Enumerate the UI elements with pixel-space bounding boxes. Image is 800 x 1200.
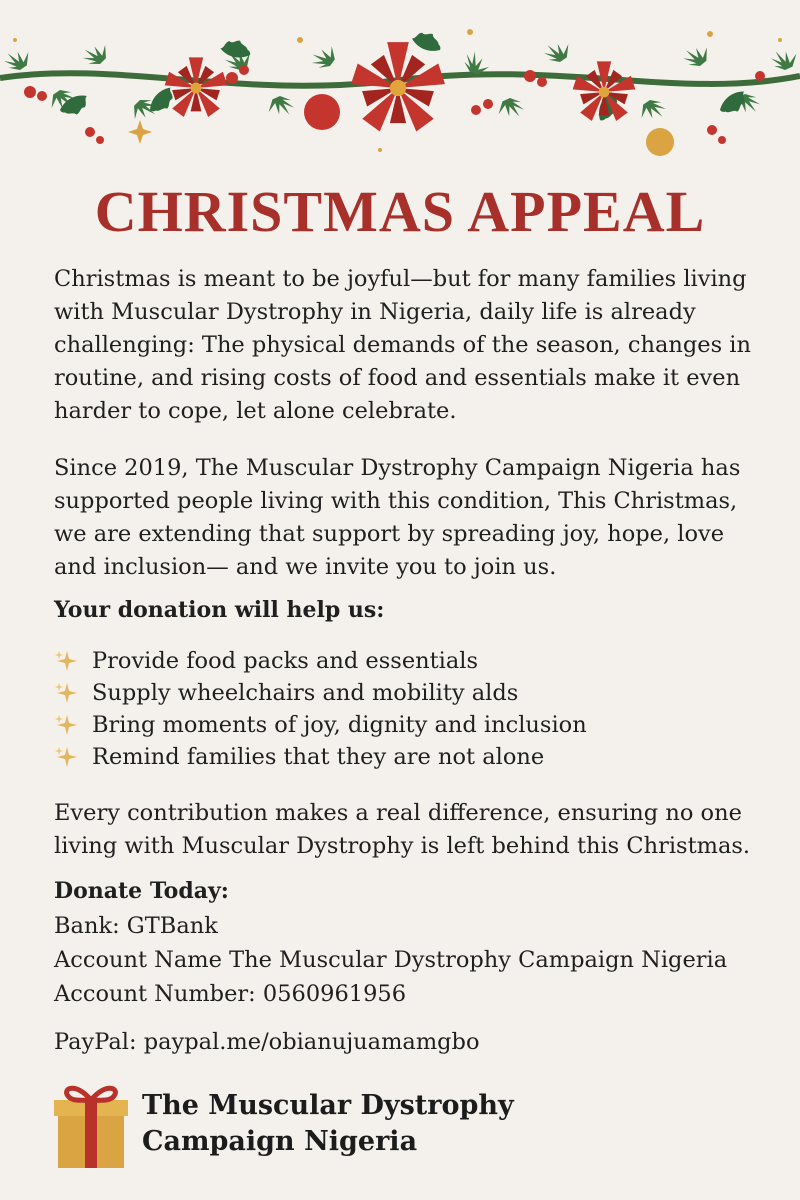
sparkle-icon [54, 744, 80, 770]
organization-name-line2: Campaign Nigeria [142, 1126, 418, 1157]
sparkle-icon [54, 680, 80, 706]
list-item-label: Provide food packs and essentials [92, 648, 479, 674]
help-heading: Your donation will help us: [54, 597, 385, 623]
list-item-label: Bring moments of joy, dignity and inclusion [92, 712, 587, 738]
sparkle-icon [54, 712, 80, 738]
list-item-label: Remind families that they are not alone [92, 744, 545, 770]
account-name: Account Name The Muscular Dystrophy Campaign Nigeria [54, 947, 728, 973]
help-list [54, 645, 587, 773]
bank-name: Bank: GTBank [54, 913, 218, 939]
organization-name [142, 1088, 514, 1160]
intro-paragraph: Christmas is meant to be joyful—but for many families living with Muscular Dystrophy in Nigeria, daily life is already challenging: The physical demands of the season, changes in routine, and rising costs of food and essentials make it even harder to cope, let alone celebrate. [54, 266, 751, 424]
organization-name-line1: The Muscular Dystrophy [142, 1090, 514, 1121]
donate-heading: Donate Today: [54, 878, 229, 904]
paypal-link[interactable]: PayPal: paypal.me/obianujuamamgbo [54, 1029, 480, 1055]
gift-icon [54, 1078, 128, 1170]
list-item-label: Supply wheelchairs and mobility alds [92, 680, 519, 706]
sparkle-icon [54, 648, 80, 674]
list-item [54, 645, 587, 677]
page-title: CHRISTMAS APPEAL [94, 179, 706, 244]
list-item [54, 677, 587, 709]
list-item [54, 741, 587, 773]
list-item [54, 709, 587, 741]
closing-paragraph: Every contribution makes a real difference, ensuring no one living with Muscular Dystrophy is left behind this Christmas. [54, 800, 751, 859]
organization-footer [54, 1078, 514, 1170]
history-paragraph: Since 2019, The Muscular Dystrophy Campaign Nigeria has supported people living with this condition, This Christmas, we are extending that support by spreading joy, hope, love and inclusion— and we invite you to join us. [54, 455, 741, 580]
christmas-garland-icon [0, 0, 800, 170]
account-number: Account Number: 0560961956 [54, 981, 407, 1007]
